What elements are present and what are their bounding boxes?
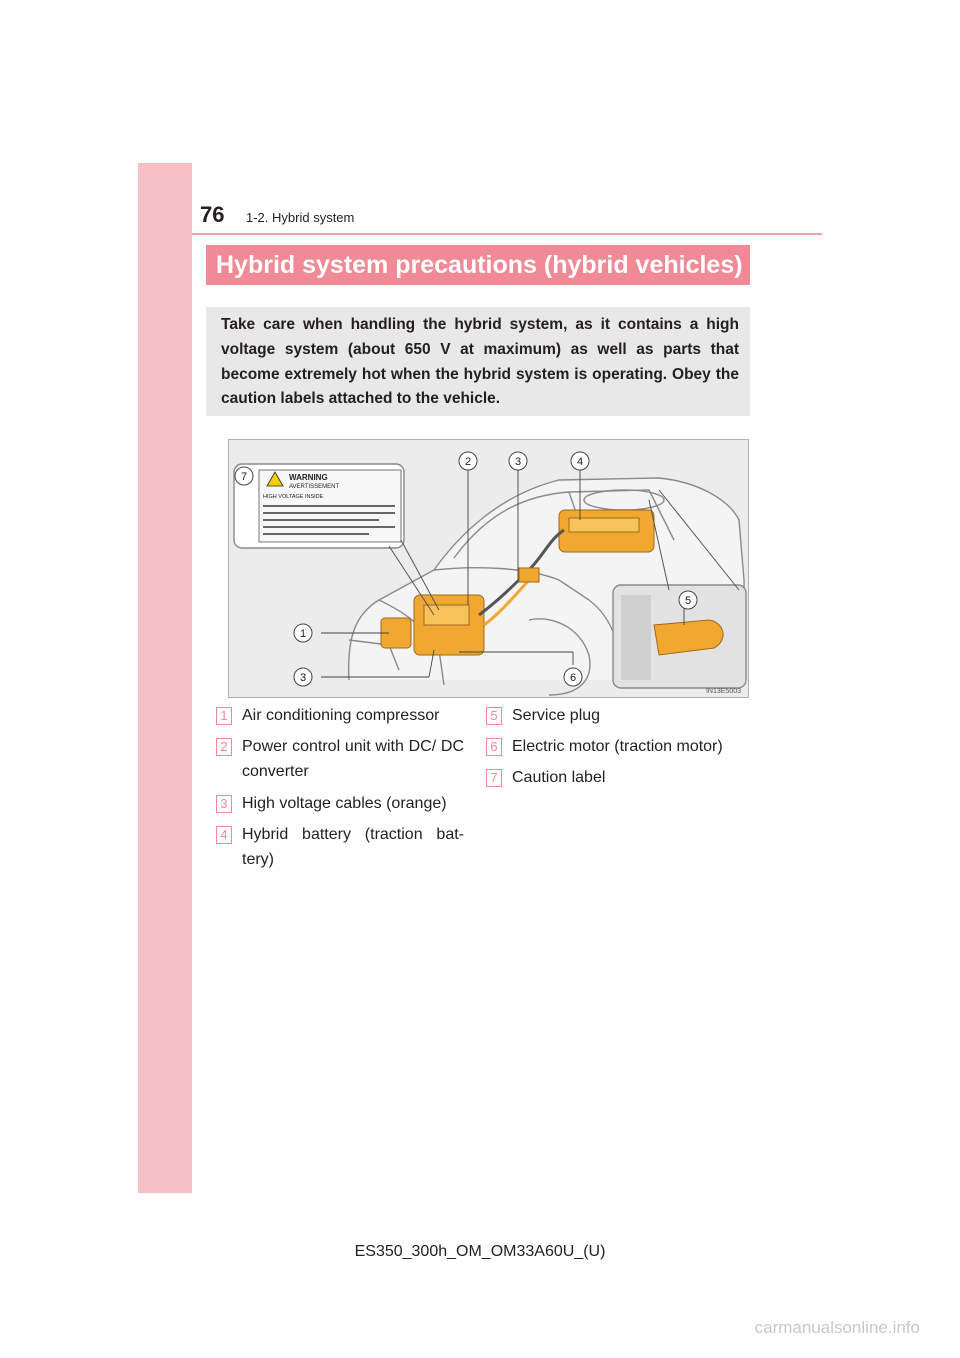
legend-text: Caution label [512,769,606,786]
section-title: 1-2. Hybrid system [246,210,355,225]
callout-4 [571,452,589,470]
avert-label-text: AVERTISSEMENT [289,484,340,490]
legend-number: 4 [216,826,232,844]
side-band [138,163,192,1193]
legend-number: 6 [486,738,502,756]
legend-number: 5 [486,707,502,725]
callout-3-top [509,452,527,470]
hybrid-system-figure [228,439,749,698]
svg-text:2: 2 [464,456,472,468]
legend-number: 7 [486,769,502,787]
legend-text: Electric motor (traction motor) [512,738,723,755]
svg-text:1: 1 [299,628,307,640]
figure-illustration [229,440,748,697]
legend-number: 2 [216,738,232,756]
page-number: 76 [200,202,225,227]
legend-text: High voltage cables (orange) [242,795,447,812]
callout-6 [564,668,582,686]
svg-text:3: 3 [514,456,522,468]
legend-text: Service plug [512,707,601,724]
header-rule [192,233,822,235]
svg-text:7: 7 [240,471,248,483]
warning-label-text: WARNING [289,473,328,482]
callout-3-bottom [294,668,312,686]
hv-label-text: HIGH VOLTAGE INSIDE [263,494,324,500]
svg-text:6: 6 [569,672,577,684]
svg-text:3: 3 [299,672,307,684]
legend-text: Hybrid battery (traction bat- tery) [242,826,464,868]
svg-text:5: 5 [684,595,692,607]
document-code: ES350_300h_OM_OM33A60U_(U) [354,1243,606,1260]
intro-text: Take care when handling the hybrid system, as it contains a high voltage system (about 650 V at maximum) as well as parts that become extremely hot when the hybrid system is operating. Obey the caution labels attached to the vehicle. [206,307,750,416]
legend-text: Power control unit with DC/ DC converter [242,738,464,780]
svg-text:4: 4 [576,456,584,468]
legend-number: 3 [216,795,232,813]
callout-1 [294,624,312,642]
legend-number: 1 [216,707,232,725]
page-title: Hybrid system precautions (hybrid vehicles) [206,245,750,285]
callout-5 [679,591,697,609]
callout-2 [459,452,477,470]
figure-code: IN13E5003 [705,688,741,695]
callout-7 [235,467,253,485]
watermark: carmanualsonline.info [754,1318,920,1337]
legend-text: Air conditioning compressor [242,707,440,724]
